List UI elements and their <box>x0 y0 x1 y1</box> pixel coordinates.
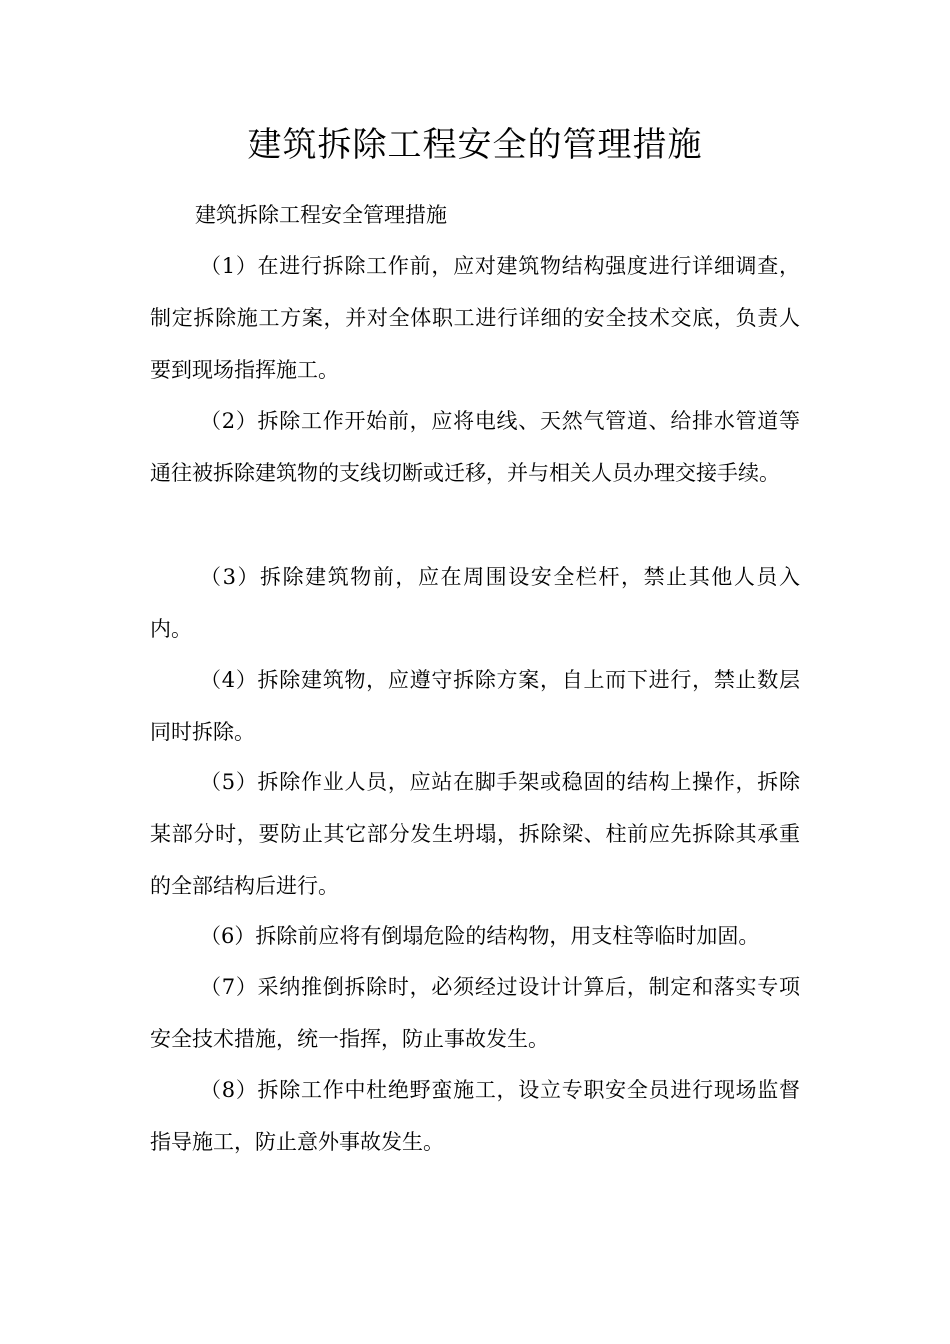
paragraph-2: （2）拆除工作开始前，应将电线、天然气管道、给排水管道等通往被拆除建筑物的支线切断或迁移，并与相关人员办理交接手续。 <box>150 409 800 485</box>
paragraph-3: （3）拆除建筑物前，应在周围设安全栏杆，禁止其他人员入内。 <box>150 565 800 641</box>
document-title: 建筑拆除工程安全的管理措施 <box>247 125 703 165</box>
paragraph-4: （4）拆除建筑物，应遵守拆除方案，自上而下进行，禁止数层同时拆除。 <box>150 668 800 744</box>
paragraph-7: （7）采纳推倒拆除时，必须经过设计计算后，制定和落实专项安全技术措施，统一指挥，防止事故发生。 <box>150 975 800 1051</box>
paragraph-1: （1）在进行拆除工作前，应对建筑物结构强度进行详细调查，制定拆除施工方案，并对全体职工进行详细的安全技术交底，负责人要到现场指挥施工。 <box>150 254 800 382</box>
paragraph-6: （6）拆除前应将有倒塌危险的结构物，用支柱等临时加固。 <box>200 924 760 948</box>
paragraph-8: （8）拆除工作中杜绝野蛮施工，设立专职安全员进行现场监督指导施工，防止意外事故发生。 <box>150 1078 800 1154</box>
document-subtitle: 建筑拆除工程安全管理措施 <box>195 203 447 227</box>
paragraph-5: （5）拆除作业人员，应站在脚手架或稳固的结构上操作，拆除某部分时，要防止其它部分发生坍塌，拆除梁、柱前应先拆除其承重的全部结构后进行。 <box>150 770 800 898</box>
